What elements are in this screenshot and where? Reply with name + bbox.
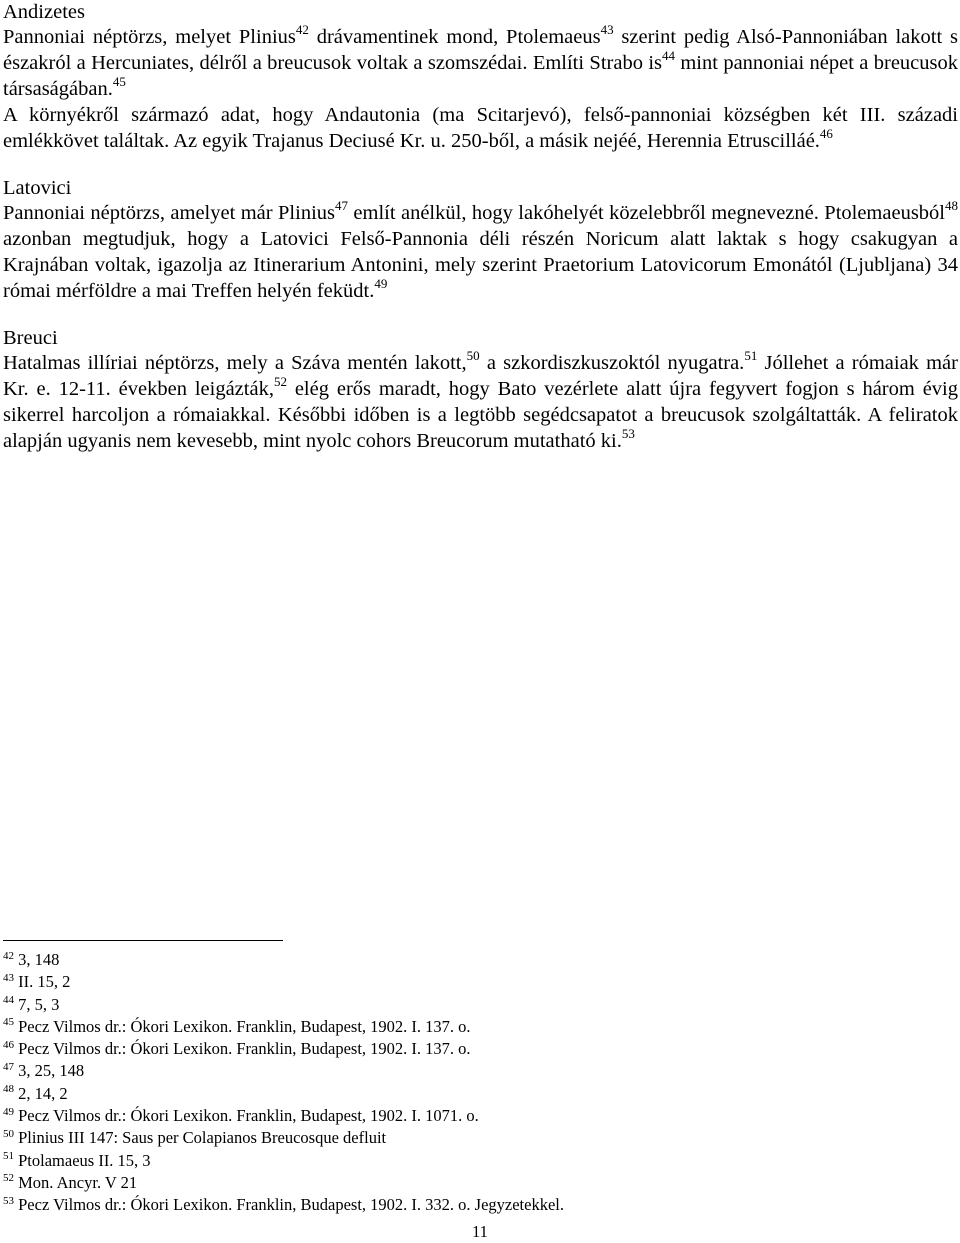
footnote (3, 1194, 958, 1216)
footnote-reference: 50 (466, 348, 480, 364)
paragraph-text: mint pannoniai népet a breucusok társaságában. (3, 52, 958, 100)
footnote-reference: 51 (744, 348, 758, 364)
paragraph-text: drávamentinek mond, Ptolemaeus (308, 26, 601, 48)
footnote (3, 1127, 958, 1149)
footnote-number: 45 (3, 1016, 14, 1029)
footnotes (3, 940, 958, 1217)
footnote-reference: 43 (600, 22, 614, 38)
footnote-text: Pecz Vilmos dr.: Ókori Lexikon. Franklin, Budapest, 1902. I. 137. o. (14, 1039, 471, 1059)
footnote (3, 1038, 958, 1060)
paragraph-text: említ anélkül, hogy lakóhelyét közelebbről megnevezné. Ptolemaeusból (348, 202, 945, 224)
section-gap (3, 154, 958, 176)
footnote-number: 50 (3, 1127, 14, 1140)
paragraph-text: Hatalmas illíriai néptörzs, mely a Száva mentén lakott, (3, 352, 467, 374)
body-paragraph (3, 102, 958, 154)
footnote-number: 44 (3, 994, 14, 1007)
footnote-reference: 44 (662, 48, 675, 64)
footnote-number: 43 (3, 971, 14, 984)
footnote (3, 1016, 958, 1038)
footnote-text: 2, 14, 2 (14, 1083, 68, 1103)
section-heading: Andizetes (3, 1, 85, 23)
section-heading: Latovici (3, 177, 72, 199)
footnote-reference: 48 (945, 198, 958, 214)
footnote-text: Pecz Vilmos dr.: Ókori Lexikon. Franklin, Budapest, 1902. I. 1071. o. (14, 1106, 479, 1126)
footnote (3, 1083, 958, 1105)
footnote-number: 52 (3, 1172, 14, 1185)
footnote-text: Pecz Vilmos dr.: Ókori Lexikon. Franklin, Budapest, 1902. I. 137. o. (14, 1016, 471, 1036)
footnote-text: II. 15, 2 (14, 972, 71, 992)
footnote-reference: 46 (819, 126, 833, 142)
paragraph-text: szerint pedig Alsó-Pannoniában lakott s északról a Hercuniates, délről a breucusok voltak a szomszédai. Említi Strabo is (3, 26, 958, 74)
footnote-number: 49 (3, 1105, 14, 1118)
section-gap (3, 304, 958, 326)
footnote (3, 994, 958, 1016)
footnote-text: 3, 148 (14, 950, 60, 969)
footnote-text: Ptolamaeus II. 15, 3 (14, 1150, 151, 1170)
footnote-text: Pecz Vilmos dr.: Ókori Lexikon. Franklin, Budapest, 1902. I. 332. o. Jegyzetekkel. (14, 1195, 564, 1215)
footnote (3, 1105, 958, 1127)
footnote (3, 1060, 958, 1082)
body-paragraph (3, 200, 958, 304)
footnote-number: 48 (3, 1083, 14, 1096)
footnote-number: 42 (3, 949, 14, 962)
footnote-text: Mon. Ancyr. V 21 (14, 1172, 138, 1192)
footnote-reference: 45 (112, 74, 126, 90)
footnote (3, 1150, 958, 1172)
paragraph-text: Pannoniai néptörzs, melyet Plinius (3, 26, 296, 48)
page-number: 11 (472, 1222, 488, 1241)
paragraph-text: a szkordiszkuszoktól nyugatra. (479, 352, 745, 374)
footnote-number: 51 (3, 1150, 14, 1163)
footnote (3, 1172, 958, 1194)
footnote (3, 949, 958, 971)
footnote-separator (3, 940, 283, 941)
footnote-number: 46 (3, 1038, 14, 1051)
paragraph-text: Jóllehet a rómaiak már Kr. e. 12-11. években leigázták, (3, 352, 958, 400)
footnote-reference: 42 (295, 22, 309, 38)
footnote (3, 971, 958, 993)
footnote-number: 53 (3, 1194, 14, 1207)
section-heading: Breuci (3, 327, 58, 349)
body-paragraph (3, 350, 958, 454)
footnote-reference: 49 (374, 276, 388, 292)
footnote-reference: 53 (621, 426, 635, 442)
footnote-text: Plinius III 147: Saus per Colapianos Breucosque defluit (14, 1128, 387, 1148)
paragraph-text: Pannoniai néptörzs, amelyet már Plinius (3, 202, 335, 224)
footnote-reference: 52 (273, 374, 287, 390)
paragraph-text: elég erős maradt, hogy Bato vezérlete alatt újra fegyvert fogjon s három évig sikerrel harcoljon a rómaiakkal. Későbbi időben is a legtöbb segédcsapatot a breucusok szolgáltatták. A feliratok alapján ugyanis nem kevesebb, mint nyolc cohors Breucorum mutatható ki. (3, 378, 958, 452)
document-body (3, 0, 958, 454)
paragraph-text: A környékről származó adat, hogy Andautonia (ma Scitarjevó), felső-pannoniai községben két III. századi emlékkövet találtak. Az egyik Trajanus Deciusé Kr. u. 250-ből, a másik nejéé, Herennia Etruscilláé. (3, 104, 958, 152)
footnote-text: 7, 5, 3 (14, 994, 60, 1014)
footnote-text: 3, 25, 148 (14, 1061, 85, 1081)
footnote-reference: 47 (335, 198, 348, 214)
body-paragraph (3, 24, 958, 102)
footnote-number: 47 (3, 1060, 14, 1073)
footnote-list (3, 949, 958, 1217)
paragraph-text: azonban megtudjuk, hogy a Latovici Felső-Pannonia déli részén Noricum alatt laktak s hogy csakugyan a Krajnában voltak, igazolja az Itinerarium Antonini, mely szerint Praetorium Latovicorum Emonától (Ljubljana) 34 római mérföldre a mai Treffen helyén feküdt. (3, 228, 958, 302)
